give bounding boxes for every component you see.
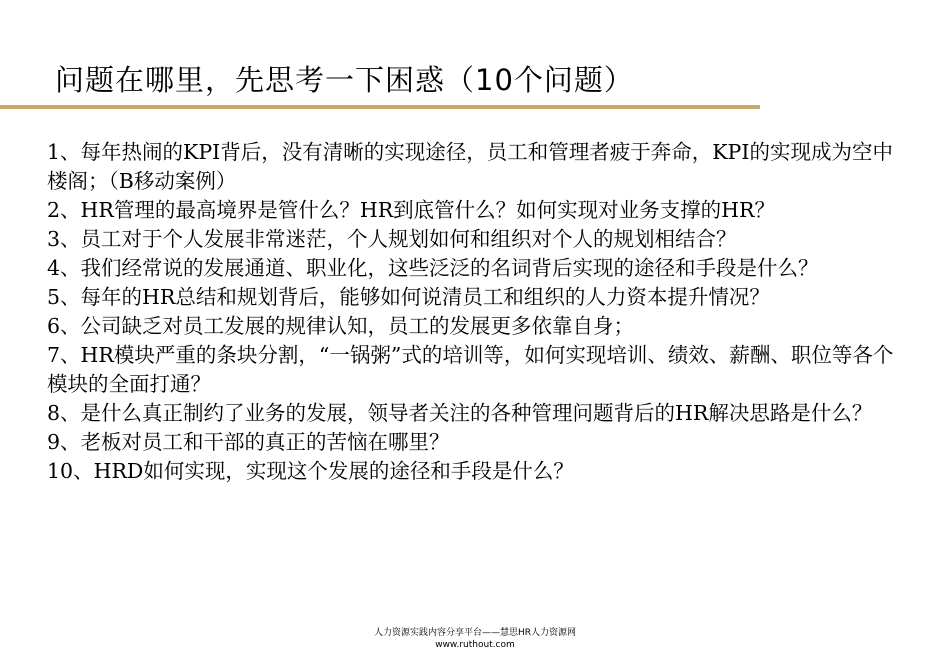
question-item: 10、HRD如何实现，实现这个发展的途径和手段是什么？ [47,459,574,483]
footer [0,627,950,651]
title-divider [0,105,760,109]
question-item: 7、HR模块严重的条块分割，“一锅粥”式的培训等，如何实现培训、绩效、薪酬、职位等各个模块的全面打通？ [47,343,894,396]
question-item: 3、员工对于个人发展非常迷茫，个人规划如何和组织对个人的规划相结合？ [47,227,737,251]
question-item: 4、我们经常说的发展通道、职业化，这些泛泛的名词背后实现的途径和手段是什么？ [47,256,819,280]
question-item: 5、每年的HR总结和规划背后，能够如何说清员工和组织的人力资本提升情况？ [47,285,770,309]
question-item: 6、公司缺乏对员工发展的规律认知，员工的发展更多依靠自身； [47,314,635,338]
question-item: 2、HR管理的最高境界是管什么？HR到底管什么？如何实现对业务支撑的HR？ [47,198,775,222]
footer-url[interactable]: www.ruthout.com [435,640,515,650]
footer-tagline: 人力资源实践内容分享平台——慧思HR人力资源网 [373,628,577,638]
question-item: 1、每年热闹的KPI背后，没有清晰的实现途径，员工和管理者疲于奔命，KPI的实现成为空中楼阁；（B移动案例） [47,140,893,193]
slide-title: 问题在哪里，先思考一下困惑（10个问题） [55,63,634,97]
question-item: 9、老板对员工和干部的真正的苦恼在哪里？ [47,430,450,454]
question-item: 8、是什么真正制约了业务的发展，领导者关注的各种管理问题背后的HR解决思路是什么？ [47,401,873,425]
question-list [47,138,907,486]
